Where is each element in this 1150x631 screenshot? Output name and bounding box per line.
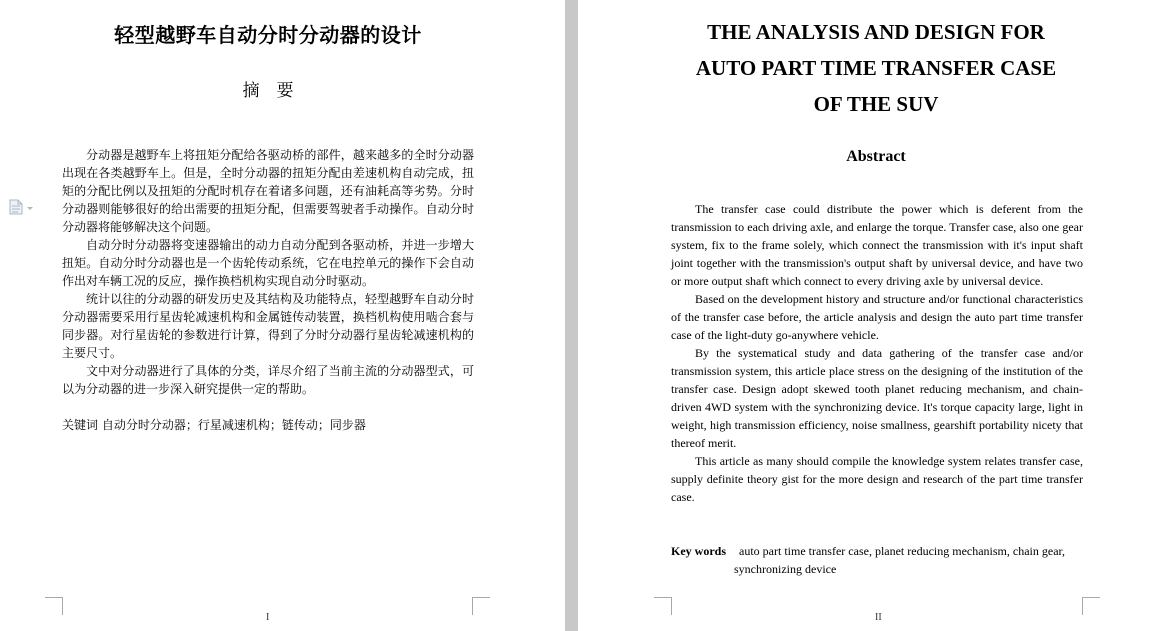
abstract-heading-chinese: 摘 要	[242, 81, 294, 101]
abstract-paragraph: Based on the development history and structure and/or functional characteristics of the transfer case before, the article analysis and design the auto part time transfer case of the light-duty go-anywhere vehicle.	[671, 292, 1083, 342]
keywords-label: 关键词	[62, 418, 99, 432]
abstract-paragraph: 分动器是越野车上将扭矩分配给各驱动桥的部件，越来越多的全时分动器出现在各类越野车上。但是，全时分动器的扭矩分配由差速机构自动完成，扭矩的分配比例以及扭矩的分配时机存在着诸多问题，还有油耗高等劣势。分时分动器则能够很好的给出需要的扭矩分配，但需要驾驶者手动操作。自动分时分动器将能够解决这个问题。	[62, 148, 474, 234]
page-title-chinese: 轻型越野车自动分时分动器的设计	[114, 23, 422, 47]
keywords-text: 自动分时分动器；行星减速机构；链传动；同步器	[101, 418, 366, 432]
abstract-paragraph: 统计以往的分动器的研发历史及其结构及功能特点，轻型越野车自动分时分动器需要采用行星齿轮减速机构和金属链传动装置，换档机构使用啮合套与同步器。对行星齿轮的参数进行计算，得到了分时分动器行星齿轮减速机构的主要尺寸。	[62, 292, 474, 360]
page-gutter	[565, 0, 578, 631]
keywords-english	[671, 542, 1083, 578]
page-number: II	[875, 612, 882, 623]
abstract-paragraph: This article as many should compile the knowledge system relates transfer case, supply definite theory gist for the more design and research of the part time transfer case.	[671, 454, 1083, 504]
abstract-paragraph: 自动分时分动器将变速器输出的动力自动分配到各驱动桥，并进一步增大扭矩。自动分时分动器也是一个齿轮传动系统，它在电控单元的操作下会自动作出对车辆工况的反应，操作换档机构实现自动分时驱动。	[62, 238, 474, 288]
abstract-body-chinese	[62, 146, 474, 398]
keywords-label: Key words	[671, 544, 726, 558]
abstract-paragraph: 文中对分动器进行了具体的分类，详尽介绍了当前主流的分动器型式，可以为分动器的进一步深入研究提供一定的帮助。	[62, 364, 474, 396]
crop-mark	[1082, 597, 1100, 615]
crop-mark	[45, 597, 63, 615]
abstract-body-english	[671, 200, 1083, 506]
abstract-heading-english: Abstract	[846, 148, 906, 165]
abstract-paragraph: The transfer case could distribute the power which is deferent from the transmission to each driving axle, and enlarge the torque. Transfer case, also one gear system, fix to the frame solely, which connect the transmission with it's input shaft joint together with the transmission's output shaft by universal device, and have two or more output shaft which connect to every driving axle by universal device.	[671, 202, 1083, 288]
keywords-text: synchronizing device	[734, 562, 837, 576]
title-line: THE ANALYSIS AND DESIGN FOR	[707, 20, 1045, 44]
crop-mark	[654, 597, 672, 615]
keywords-chinese	[62, 416, 474, 434]
document-menu-icon[interactable]	[8, 199, 38, 215]
document-page-1	[0, 0, 565, 631]
keywords-text: auto part time transfer case, planet reducing mechanism, chain gear,	[739, 544, 1066, 558]
document-page-2	[578, 0, 1150, 631]
page-number: I	[266, 612, 270, 623]
title-line: OF THE SUV	[813, 92, 939, 116]
crop-mark	[472, 597, 490, 615]
page-title-english	[578, 14, 1150, 122]
title-line: AUTO PART TIME TRANSFER CASE	[695, 56, 1057, 80]
abstract-paragraph: By the systematical study and data gathering of the transfer case and/or transmission system, this article place stress on the designing of the institution of the transfer case. Design adopt skewed tooth planet reducing mechanism, and chain-driven 4WD system with the synchronizing device. It's torque capacity large, light in weight, high transmission efficiency, noise smallness, gearshift portability nicety that thereof merit.	[671, 346, 1083, 450]
